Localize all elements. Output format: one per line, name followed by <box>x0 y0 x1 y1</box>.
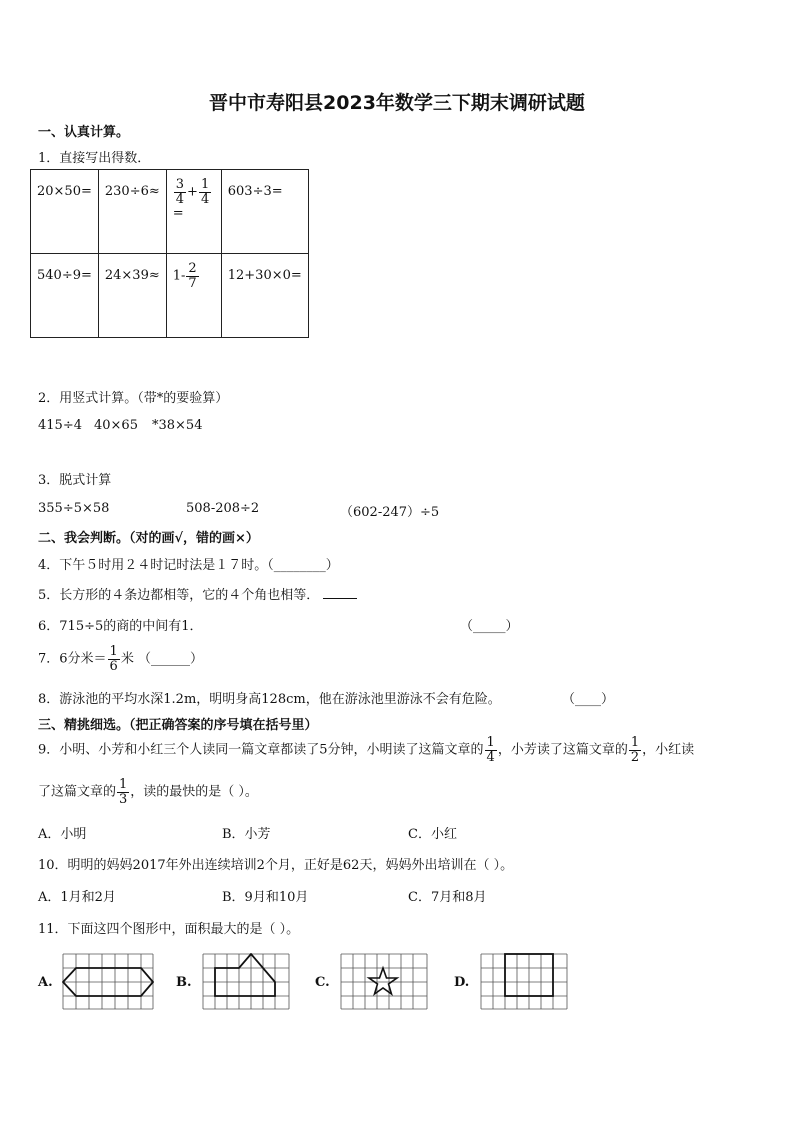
question-8-answer-paren: （____） <box>562 692 615 707</box>
section-3-heading: 三、精挑细选。（把正确答案的序号填在括号里） <box>38 718 318 733</box>
question-10: 10．明明的妈妈2017年外出连续培训2个月，正好是62天，妈妈外出培训在（ ）。 <box>38 858 514 873</box>
q9-option-c: C．小红 <box>408 827 457 842</box>
figure-c-star-grid <box>340 953 428 1010</box>
question-1-label: 1．直接写出得数． <box>38 151 151 166</box>
question-3-label: 3．脱式计算 <box>38 473 112 488</box>
section-2-heading: 二、我会判断。（对的画√，错的画×） <box>38 531 259 546</box>
figure-label-a: A. <box>38 975 53 990</box>
figure-b-house-grid <box>202 953 290 1010</box>
question-11: 11．下面这四个图形中，面积最大的是（ ）。 <box>38 922 300 937</box>
question-4: 4．下午５时用２４时记时法是１７时。（________） <box>38 558 339 573</box>
page-title: 晋中市寿阳县2023年数学三下期末调研试题 <box>209 92 585 114</box>
mental-math-table <box>30 169 309 338</box>
question-9-line-2: 了这篇文章的 $\frac{1}{3}$ ，读的最快的是（ ）。 <box>38 777 258 807</box>
q3-item: 508-208÷2 <box>186 501 260 516</box>
q2-item: 415÷4 <box>38 418 82 433</box>
q9-option-b: B．小芳 <box>222 827 271 842</box>
question-5: 5．长方形的４条边都相等，它的４个角也相等． <box>38 584 357 603</box>
q10-option-a: A．1月和2月 <box>38 890 116 905</box>
calc-cell: 540÷9= <box>31 254 99 338</box>
q2-item: *38×54 <box>152 418 203 433</box>
fraction: $\frac{3}{4}$ <box>175 177 185 207</box>
calc-cell: 603÷3= <box>221 170 308 254</box>
figure-a-hexagon-grid <box>62 953 154 1010</box>
answer-blank <box>323 598 357 599</box>
q10-option-c: C．7月和8月 <box>408 890 487 905</box>
q9-option-a: A．小明 <box>38 827 87 842</box>
calc-cell-fraction: $\frac{3}{4}$ + $\frac{1}{4}$ = <box>166 170 221 254</box>
calc-cell: 20×50= <box>31 170 99 254</box>
figure-label-b: B. <box>176 975 192 990</box>
q3-item: （602-247）÷5 <box>340 505 440 520</box>
q10-option-b: B．9月和10月 <box>222 890 309 905</box>
q2-item: 40×65 <box>94 418 138 433</box>
figure-label-d: D. <box>454 975 470 990</box>
question-2-label: 2．用竖式计算。（带*的要验算） <box>38 391 229 406</box>
fraction: $\frac{1}{6}$ <box>109 644 118 674</box>
fraction: $\frac{1}{4}$ <box>486 735 495 765</box>
question-8: 8．游泳池的平均水深1.2m，明明身高128cm，他在游泳池里游泳不会有危险。 <box>38 692 501 707</box>
fraction: $\frac{1}{3}$ <box>119 777 128 807</box>
question-6: 6．715÷5的商的中间有1． <box>38 619 203 634</box>
question-6-answer-paren: （_____） <box>460 619 519 634</box>
fraction: $\frac{2}{7}$ <box>188 261 197 291</box>
fraction: $\frac{1}{2}$ <box>630 735 640 765</box>
figure-d-rectangle-grid <box>480 953 568 1010</box>
q3-item: 355÷5×58 <box>38 501 110 516</box>
calc-cell-fraction: 1- $\frac{2}{7}$ <box>166 254 221 338</box>
calc-cell: 24×39≈ <box>98 254 166 338</box>
question-7: 7．6分米＝ $\frac{1}{6}$ 米 （______） <box>38 644 203 674</box>
calc-cell: 12+30×0= <box>221 254 308 338</box>
calc-cell: 230÷6≈ <box>98 170 166 254</box>
fraction: $\frac{1}{4}$ <box>200 177 210 207</box>
section-1-heading: 一、认真计算。 <box>38 125 130 140</box>
question-9-line-1: 9．小明、小芳和小红三个人读同一篇文章都读了5分钟，小明读了这篇文章的 $\frac{1}{4}$ ，小芳读了这篇文章的 $\frac{1}{2}$ ，小红读 <box>38 735 695 765</box>
figure-label-c: C. <box>315 975 330 990</box>
